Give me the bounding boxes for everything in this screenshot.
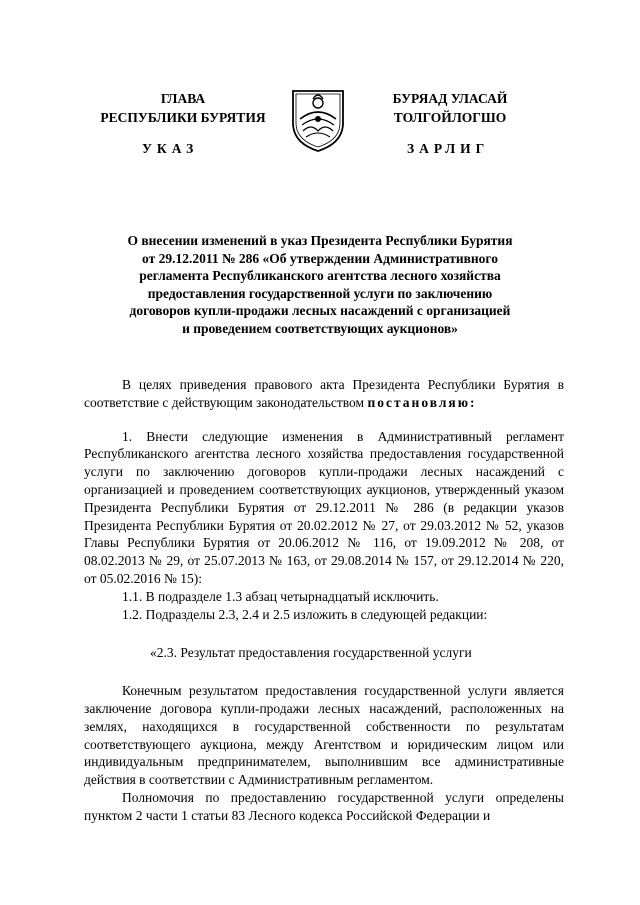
header-left-line2: РЕСПУБЛИКИ БУРЯТИЯ	[100, 110, 266, 125]
result-paragraph: Конечным результатом предоставления государственной услуги является заключение договора купли-продажи лесных насаждений, расположенных на землях, находящихся в государственной собственности по результатам соответствующего аукциона, между Агентством и юридическим лицом или индивидуальным предпринимателем, выполнившим все административные действия в соответствии с Административным регламентом.	[84, 683, 564, 788]
item-1-paragraph: 1. Внести следующие изменения в Административный регламент Республиканского агентства лесного хозяйства предоставления государственной услуги по заключению договоров купли-продажи лесных насаждений с организацией и проведением соответствующих аукционов, утвержденный указом Президента Республики Бурятия от 29.12.2011 № 286 (в редакции указов Президента Республики Бурятия от 20.02.2012 № 27, от 29.03.2012 № 52, указов Главы Республики Бурятия от 20.06.2012 № 116, от 19.09.2012 № 208, от 08.02.2013 № 29, от 25.07.2013 № 163, от 29.08.2014 № 157, от 29.12.2014 № 220, от 05.02.2016 № 15):	[84, 428, 564, 586]
item-1-2-paragraph: 1.2. Подразделы 2.3, 2.4 и 2.5 изложить в следующей редакции:	[122, 606, 488, 622]
title-line: предоставления государственной услуги по заключению	[147, 285, 493, 301]
document-title	[60, 232, 580, 337]
coat-of-arms-emblem	[289, 85, 347, 153]
powers-paragraph: Полномочия по предоставлению государственной услуги определены пунктом 2 части 1 статьи 83 Лесного кодекса Российской Федерации и	[84, 789, 564, 823]
document-body	[84, 376, 564, 825]
title-line: О внесении изменений в указ Президента Республики Бурятия	[127, 233, 513, 248]
decree-label-russian: УКАЗ	[142, 141, 199, 156]
header-left-line1: ГЛАВА	[160, 91, 206, 106]
item-1-1-paragraph: 1.1. В подразделе 1.3 абзац четырнадцатый исключить.	[122, 588, 439, 604]
title-line: и проведением соответствующих аукционов»	[182, 320, 458, 336]
preamble-text: В целях приведения правового акта Президента Республики Бурятия в соответствие с действующим законодательством	[84, 377, 564, 410]
header-left	[78, 89, 288, 127]
title-line: регламента Республиканского агентства лесного хозяйства	[139, 268, 501, 283]
preamble-paragraph	[84, 376, 564, 412]
header-right-line2: ТОЛГОЙЛОГШО	[393, 110, 507, 125]
resolve-word: постановляю:	[367, 394, 477, 410]
header-right	[340, 89, 560, 127]
decree-label-buryat: ЗАРЛИГ	[407, 141, 490, 156]
header-right-line1: БУРЯАД УЛАСАЙ	[392, 91, 508, 106]
title-line: договоров купли-продажи лесных насаждений с организацией	[129, 303, 511, 318]
section-2-3-heading: «2.3. Результат предоставления государственной услуги	[150, 645, 472, 661]
title-line: от 29.12.2011 № 286 «Об утверждении Административного	[142, 250, 498, 266]
